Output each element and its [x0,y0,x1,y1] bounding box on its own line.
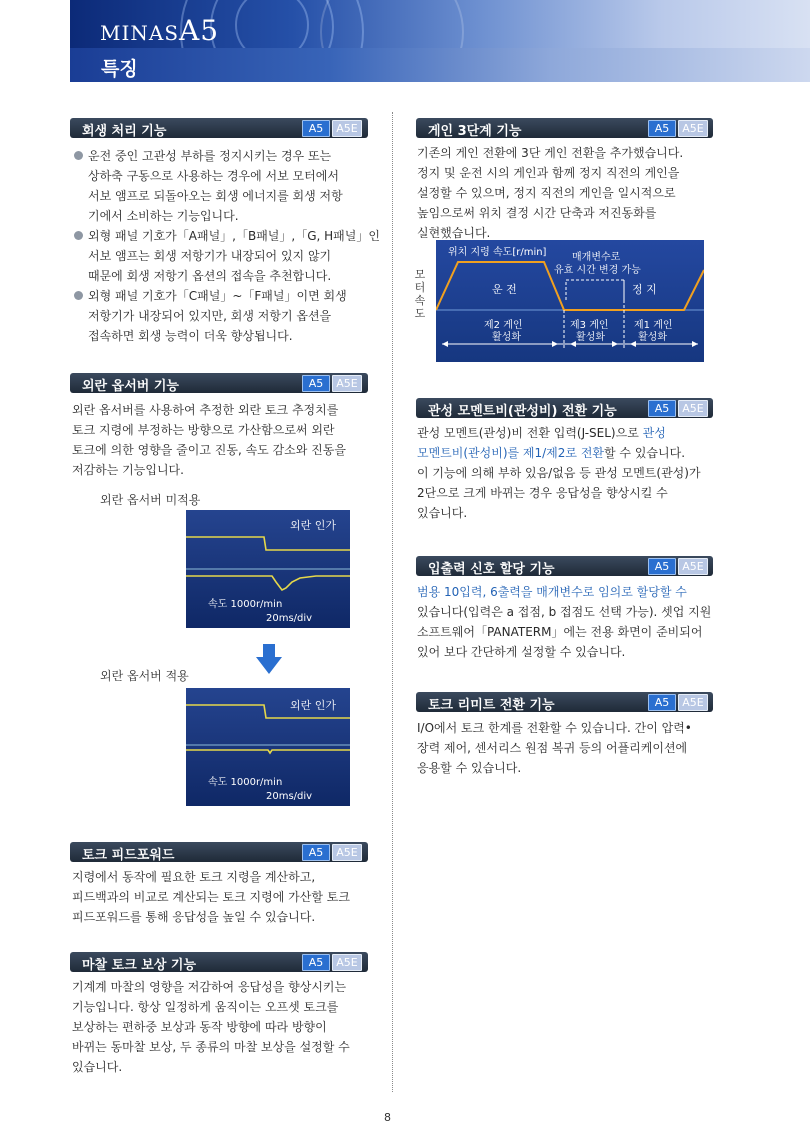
gain3-description: 기존의 게인 전환에 3단 게인 전환을 추가했습니다. 정지 및 운전 시의 게인과 함께 정지 직전의 게인을 설정할 수 있으며, 정지 직전의 게인을 일시적으로 높임으로써 위치 결정 시간 단축과 저진동화를 실현했습니다. [417,146,684,240]
diagram-gain3-active: 활성화 [576,332,605,343]
badge-a5e: A5E [332,954,362,971]
gain3-yaxis-label: 모 터 속 도 [414,268,426,320]
observer-description: 외란 옵서버를 사용하여 추정한 외란 토크 추정치를 토크 지령에 부정하는 방향으로 가산함으로써 외란 토크에 의한 영향을 줄이고 진동, 속도 감소와 진동을 저감하는 기능입니다. [72,403,346,477]
badge-a5e: A5E [678,694,708,711]
badge-a5e: A5E [332,375,362,392]
scope-observer-off [186,510,350,628]
page-number: 8 [384,1111,391,1124]
bullet-icon [74,291,83,300]
scope1-disturb-label: 외란 인가 [290,519,337,532]
scope1-speed-label: 속도 1000r/min [208,599,283,610]
badge-a5e: A5E [678,558,708,575]
badge-a5: A5 [648,120,676,137]
section-header-friction: 마찰 토크 보상 기능 A5 A5E [70,952,368,972]
regen-bullet-3: 외형 패널 기호가「C패널」~「F패널」이면 회생 저항기가 내장되어 있지만, 회생 저항기 옵션을 접속하면 회생 능력이 더욱 향상됩니다. [74,286,388,346]
badge-a5: A5 [648,558,676,575]
badge-a5e: A5E [678,400,708,417]
diagram-param2-label: 유효 시간 변경 가능 [554,265,641,276]
gain3-diagram [436,240,704,362]
diagram-gain2-active: 활성화 [492,332,521,343]
badge-a5: A5 [302,844,330,861]
bullet-icon [74,231,83,240]
scope2-disturb-label: 외란 인가 [290,699,337,712]
section-header-io: 입출력 신호 할당 기능 A5 A5E [416,556,713,576]
section-header-gain3: 게인 3단계 기능 A5 A5E [416,118,713,138]
bullet-icon [74,151,83,160]
torque-limit-description: I/O에서 토크 한계를 전환할 수 있습니다. 간이 압력• 장력 제어, 센서리스 원점 복귀 등의 어플리케이션에 응용할 수 있습니다. [417,721,692,775]
section-header-feedforward: 토크 피드포워드 A5 A5E [70,842,368,862]
feedforward-description: 지령에서 동작에 필요한 토크 지령을 계산하고, 피드백과의 비교로 계산되는 토크 지령에 가산할 토크 피드포워드를 통해 응답성을 높일 수 있습니다. [72,870,350,924]
friction-description: 기계계 마찰의 영향을 저감하여 응답성을 향상시키는 기능입니다. 항상 일정하게 움직이는 오프셋 토크를 보상하는 편하중 보상과 동작 방향에 따라 방향이 바뀌는 동마찰 보상, 두 종류의 마찰 보상을 설정할 수 있습니다. [72,980,350,1074]
diagram-stop-label: 정 지 [632,283,657,296]
badge-a5: A5 [648,694,676,711]
diagram-gain1-label: 제1 게인 [634,320,673,331]
regen-bullet-2: 외형 패널 기호가「A패널」,「B패널」,「G, H패널」인 서보 앰프는 회생 저항기가 내장되어 있지 않기 때문에 회생 저항기 옵션의 접속을 추천합니다. [74,226,388,286]
label-observer-off: 외란 옵서버 미적용 [100,493,201,507]
scope2-speed-label: 속도 1000r/min [208,777,283,788]
io-description: 범용 10입력, 6출력을 매개변수로 임의로 할당할 수 있습니다(입력은 a 접점, b 접점도 선택 가능). 셋업 지원 소프트웨어「PANATERM」에는 전용 화면이 준비되어 있어 보다 간단하게 설정할 수 있습니다. [417,585,712,659]
badge-a5: A5 [648,400,676,417]
column-divider [392,112,393,1092]
regen-bullet-1: 운전 중인 고관성 부하를 정지시키는 경우 또는 상하축 구동으로 사용하는 경우에 서보 모터에서 서보 앰프로 되돌아오는 회생 에너지를 회생 저항 기에서 소비하는 기능입니다. [74,146,388,226]
scope-observer-on [186,688,350,806]
section-header-torque-limit: 토크 리미트 전환 기능 A5 A5E [416,692,713,712]
badge-a5: A5 [302,375,330,392]
inertia-description: 관성 모멘트(관성)비 전환 입력(J-SEL)으로 관성 모멘트비(관성비)를 제1/제2로 전환할 수 있습니다. 이 기능에 의해 부하 있음/없음 등 관성 모멘트(관성)가 2단으로 크게 바뀌는 경우 응답성을 향상시킬 수 있습니다. [417,426,701,520]
header-title-strip [70,48,810,82]
diagram-param1-label: 매개변수로 [572,252,621,263]
label-observer-on: 외란 옵서버 적용 [100,669,189,683]
badge-a5: A5 [302,954,330,971]
scope1-time-label: 20ms/div [266,613,313,624]
diagram-gain2-label: 제2 게인 [484,320,523,331]
diagram-gain3-label: 제3 게인 [570,320,609,331]
diagram-gain1-active: 활성화 [638,332,667,343]
diagram-cmd-label: 위치 지령 속도[r/min] [448,247,547,258]
scope2-time-label: 20ms/div [266,791,313,802]
badge-a5e: A5E [332,120,362,137]
brand-logo: MINASA5 [100,14,220,47]
badge-a5: A5 [302,120,330,137]
badge-a5e: A5E [678,120,708,137]
page-title: 특징 [101,58,138,80]
section-header-observer: 외란 옵서버 기능 A5 A5E [70,373,368,393]
section-header-inertia: 관성 모멘트비(관성비) 전환 기능 A5 A5E [416,398,713,418]
diagram-run-label: 운 전 [492,283,517,296]
arrow-down-icon [256,644,282,674]
section-header-regen: 회생 처리 기능 A5 A5E [70,118,368,138]
badge-a5e: A5E [332,844,362,861]
